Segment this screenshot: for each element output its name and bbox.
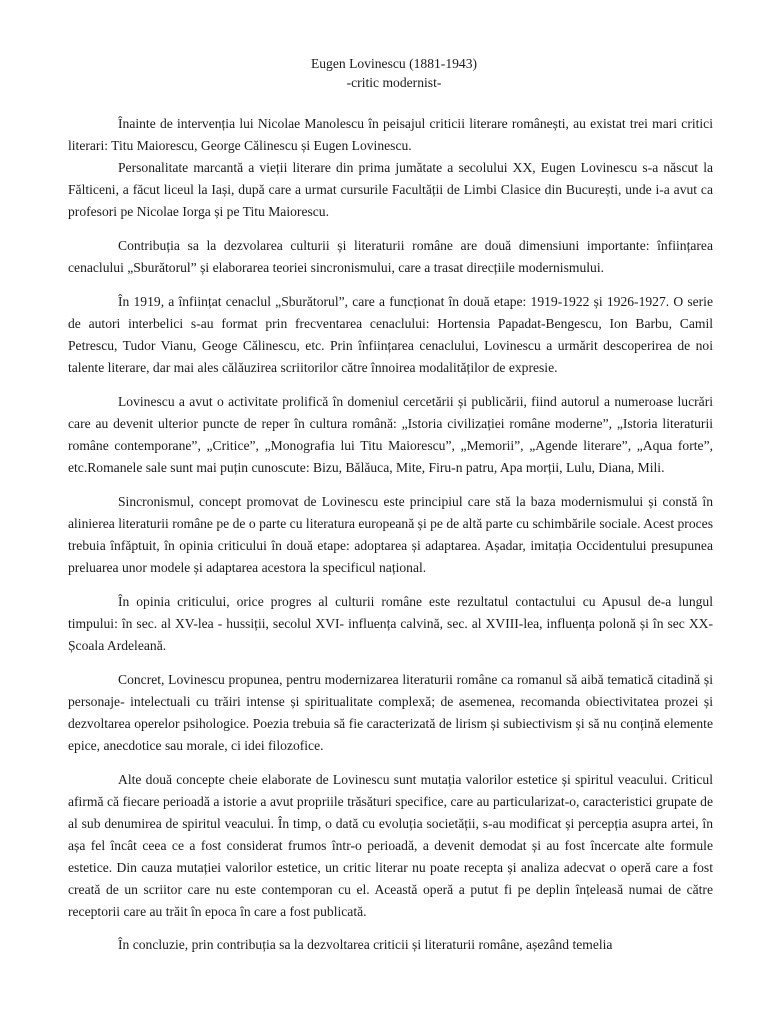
- paragraph-5: Lovinescu a avut o activitate prolifică în domeniul cercetării și publicării, fiind autorul a numeroase lucrări care au devenit ulterior puncte de reper în cultura română: „Istoria civilizației române moderne”, „Istoria literaturii române contemporane”, „Critice”, „Monografia lui Titu Maiorescu”, „Memorii”, „Agende literare”, „Aqua forte”, etc.Romanele sale sunt mai puțin cunoscute: Bizu, Bălăuca, Mite, Firu-n patru, Apa morții, Lulu, Diana, Mili.: [68, 394, 713, 475]
- paragraph-7: În opinia criticului, orice progres al culturii române este rezultatul contactului cu Apusul de-a lungul timpului: în sec. al XV-lea - hussiții, secolul XVI- influența calvină, sec. al XVIII-lea, influența polonă și în sec XX- Școala Ardeleană.: [68, 594, 713, 653]
- paragraph-8: Concret, Lovinescu propunea, pentru modernizarea literaturii române ca romanul să aibă tematică citadină și personaje- intelectuali cu trăiri intense și spiritualitate complexă; de asemenea, recomanda obiectivitatea prozei și dezvoltarea operelor psihologice. Poezia trebuia să fie caracterizată de lirism și subiectivism și să nu conțină elemente epice, anecdotice sau morale, ci idei filozofice.: [68, 672, 713, 753]
- paragraph-9: Alte două concepte cheie elaborate de Lovinescu sunt mutația valorilor estetice și spiritul veacului. Criticul afirmă că fiecare perioadă a istorie a avut propriile trăsături specifice, care au particularizat-o, caracteristici grupate de al sub denumirea de spiritul veacului. În timp, o dată cu evoluția societății, s-au modificat și percepția asupra artei, în așa fel încât ceea ce a fost considerat frumos într-o perioadă, a devenit demodat și au fost încercate alte formule estetice. Din cauza mutației valorilor estetice, un critic literar nu poate recepta și analiza adecvat o operă care a fost creată de un scriitor care nu este contemporan cu el. Această operă a putut fi pe deplin înțeleasă numai de către receptorii care au trăit în epoca în care a fost publicată.: [68, 772, 713, 919]
- paragraph-10: În concluzie, prin contribuția sa la dezvoltarea criticii și literaturii române, așezând temelia: [118, 937, 613, 952]
- paragraph-2: Personalitate marcantă a vieții literare din prima jumătate a secolului XX, Eugen Lovinescu s-a născut la Fălticeni, a făcut liceul la Iași, după care a urmat cursurile Facultății de Limbi Clasice din București, unde i-a avut ca profesori pe Nicolae Iorga și pe Titu Maiorescu.: [68, 160, 713, 219]
- paragraph-4: În 1919, a înființat cenaclul „Sburătorul”, care a funcționat în două etape: 1919-1922 și 1926-1927. O serie de autori interbelici s-au format prin frecventarea cenaclului: Hortensia Papadat-Bengescu, Ion Barbu, Camil Petrescu, Tudor Vianu, Geoge Călinescu, etc. Prin înființarea cenaclului, Lovinescu a urmărit descoperirea de noi talente literare, dar mai ales călăuzirea scriitorilor către înnoirea modalităților de expresie.: [68, 294, 713, 375]
- document-subtitle: -critic modernist-: [346, 75, 442, 90]
- title-block: [0, 54, 768, 92]
- document-body: [68, 113, 713, 956]
- document-title: Eugen Lovinescu (1881-1943): [310, 56, 478, 71]
- paragraph-6: Sincronismul, concept promovat de Lovinescu este principiul care stă la baza modernismului și constă în alinierea literaturii române pe de o parte cu literatura europeană și pe de altă parte cu schimbările sociale. Acest proces trebuia înfăptuit, în opinia criticului în două etape: adoptarea și adaptarea. Așadar, imitația Occidentului presupunea preluarea unor modele și adaptarea acestora la specificul național.: [68, 494, 713, 575]
- paragraph-3: Contribuția sa la dezvolarea culturii și literaturii române are două dimensiuni importante: înființarea cenaclului „Sburătorul” și elaborarea teoriei sincronismului, care a trasat direcțiile modernismului.: [68, 238, 713, 275]
- paragraph-1: Înainte de intervenția lui Nicolae Manolescu în peisajul criticii literare românești, au existat trei mari critici literari: Titu Maiorescu, George Călinescu și Eugen Lovinescu.: [68, 116, 713, 153]
